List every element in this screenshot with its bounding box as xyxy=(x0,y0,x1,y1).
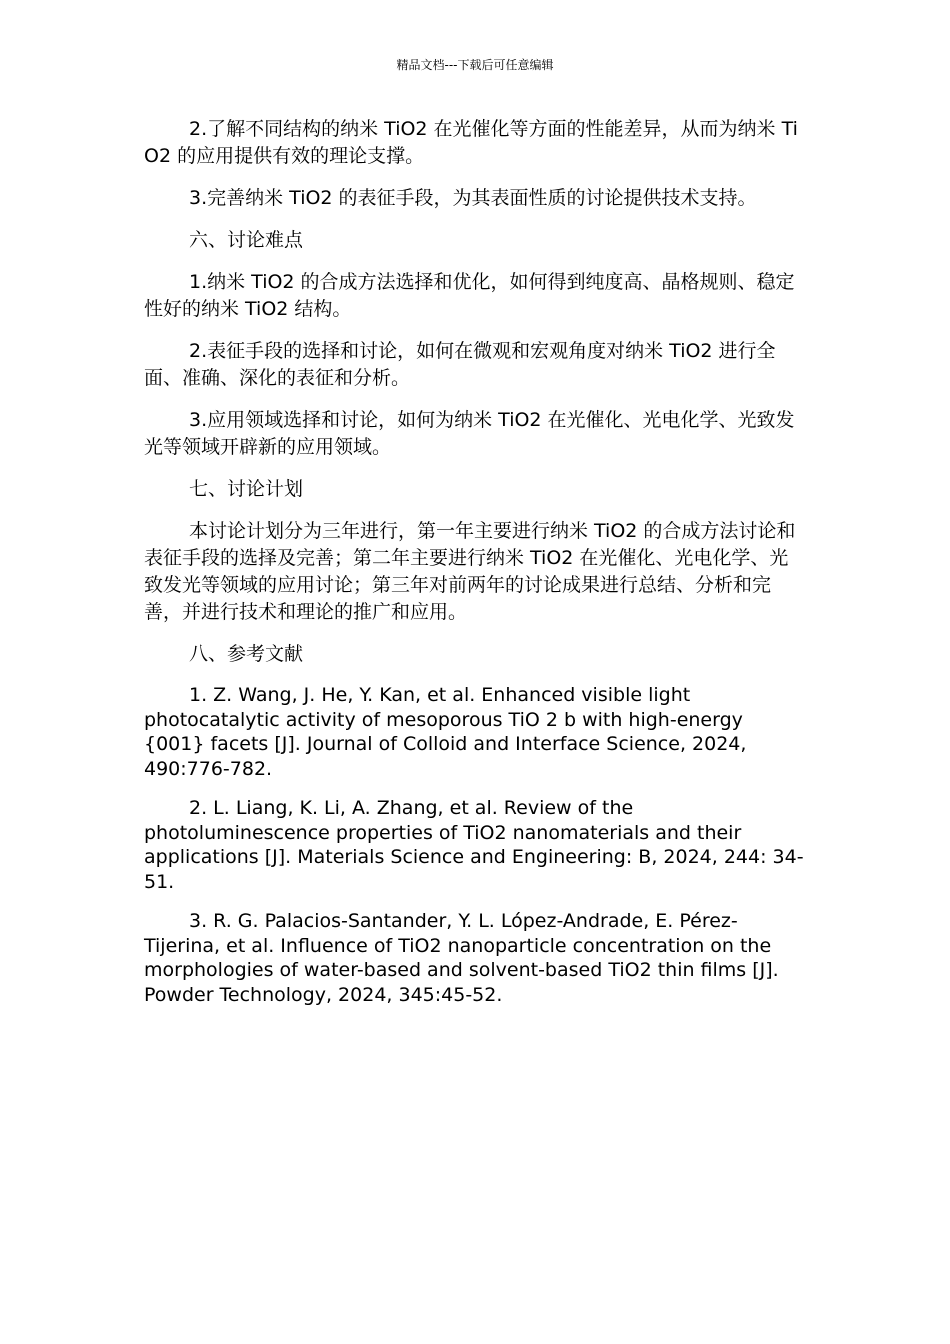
paragraph-plan: 本讨论计划分为三年进行，第一年主要进行纳米 TiO2 的合成方法讨论和表征手段的选择及完善；第二年主要进行纳米 TiO2 在光催化、光电化学、光致发光等领域的应用讨论；第三年对前两年的讨论成果进行总结、分析和完善，并进行技术和理论的推广和应用。 xyxy=(144,520,796,623)
reference-item-2: 2. L. Liang, K. Li, A. Zhang, et al. Review of the photoluminescence properties of TiO2 nanomaterials and their applications [J]. Materials Science and Engineering: B, 2024, 244: 34-51. xyxy=(144,797,804,893)
paragraph-objective-2: 2.了解不同结构的纳米 TiO2 在光催化等方面的性能差异，从而为纳米 TiO2 的应用提供有效的理论支撑。 xyxy=(144,118,798,167)
paragraph-difficulty-1: 1.纳米 TiO2 的合成方法选择和优化，如何得到纯度高、晶格规则、稳定性好的纳米 TiO2 结构。 xyxy=(144,271,795,320)
reference-item-3: 3. R. G. Palacios-Santander, Y. L. López-Andrade, E. Pérez-Tijerina, et al. Influence of TiO2 nanoparticle concentration on the morphologies of water-based and solvent-based TiO2 thin films [J]. Powder Technology, 2024, 345:45-52. xyxy=(144,910,779,1006)
reference-item-1: 1. Z. Wang, J. He, Y. Kan, et al. Enhanced visible light photocatalytic activity of mesoporous TiO 2 b with high-energy {001} facets [J]. Journal of Colloid and Interface Science, 2024, 490:776-782. xyxy=(144,684,747,780)
document-body xyxy=(144,116,806,1007)
section-heading-references: 八、参考文献 xyxy=(189,643,304,665)
section-heading-difficulties: 六、讨论难点 xyxy=(189,229,304,251)
page-header: 精品文档---下载后可任意编辑 xyxy=(396,58,554,72)
paragraph-objective-3: 3.完善纳米 TiO2 的表征手段，为其表面性质的讨论提供技术支持。 xyxy=(189,187,757,209)
paragraph-difficulty-3: 3.应用领域选择和讨论，如何为纳米 TiO2 在光催化、光电化学、光致发光等领域开辟新的应用领域。 xyxy=(144,409,795,458)
section-heading-plan: 七、讨论计划 xyxy=(189,478,304,500)
paragraph-difficulty-2: 2.表征手段的选择和讨论，如何在微观和宏观角度对纳米 TiO2 进行全面、准确、深化的表征和分析。 xyxy=(144,340,776,389)
